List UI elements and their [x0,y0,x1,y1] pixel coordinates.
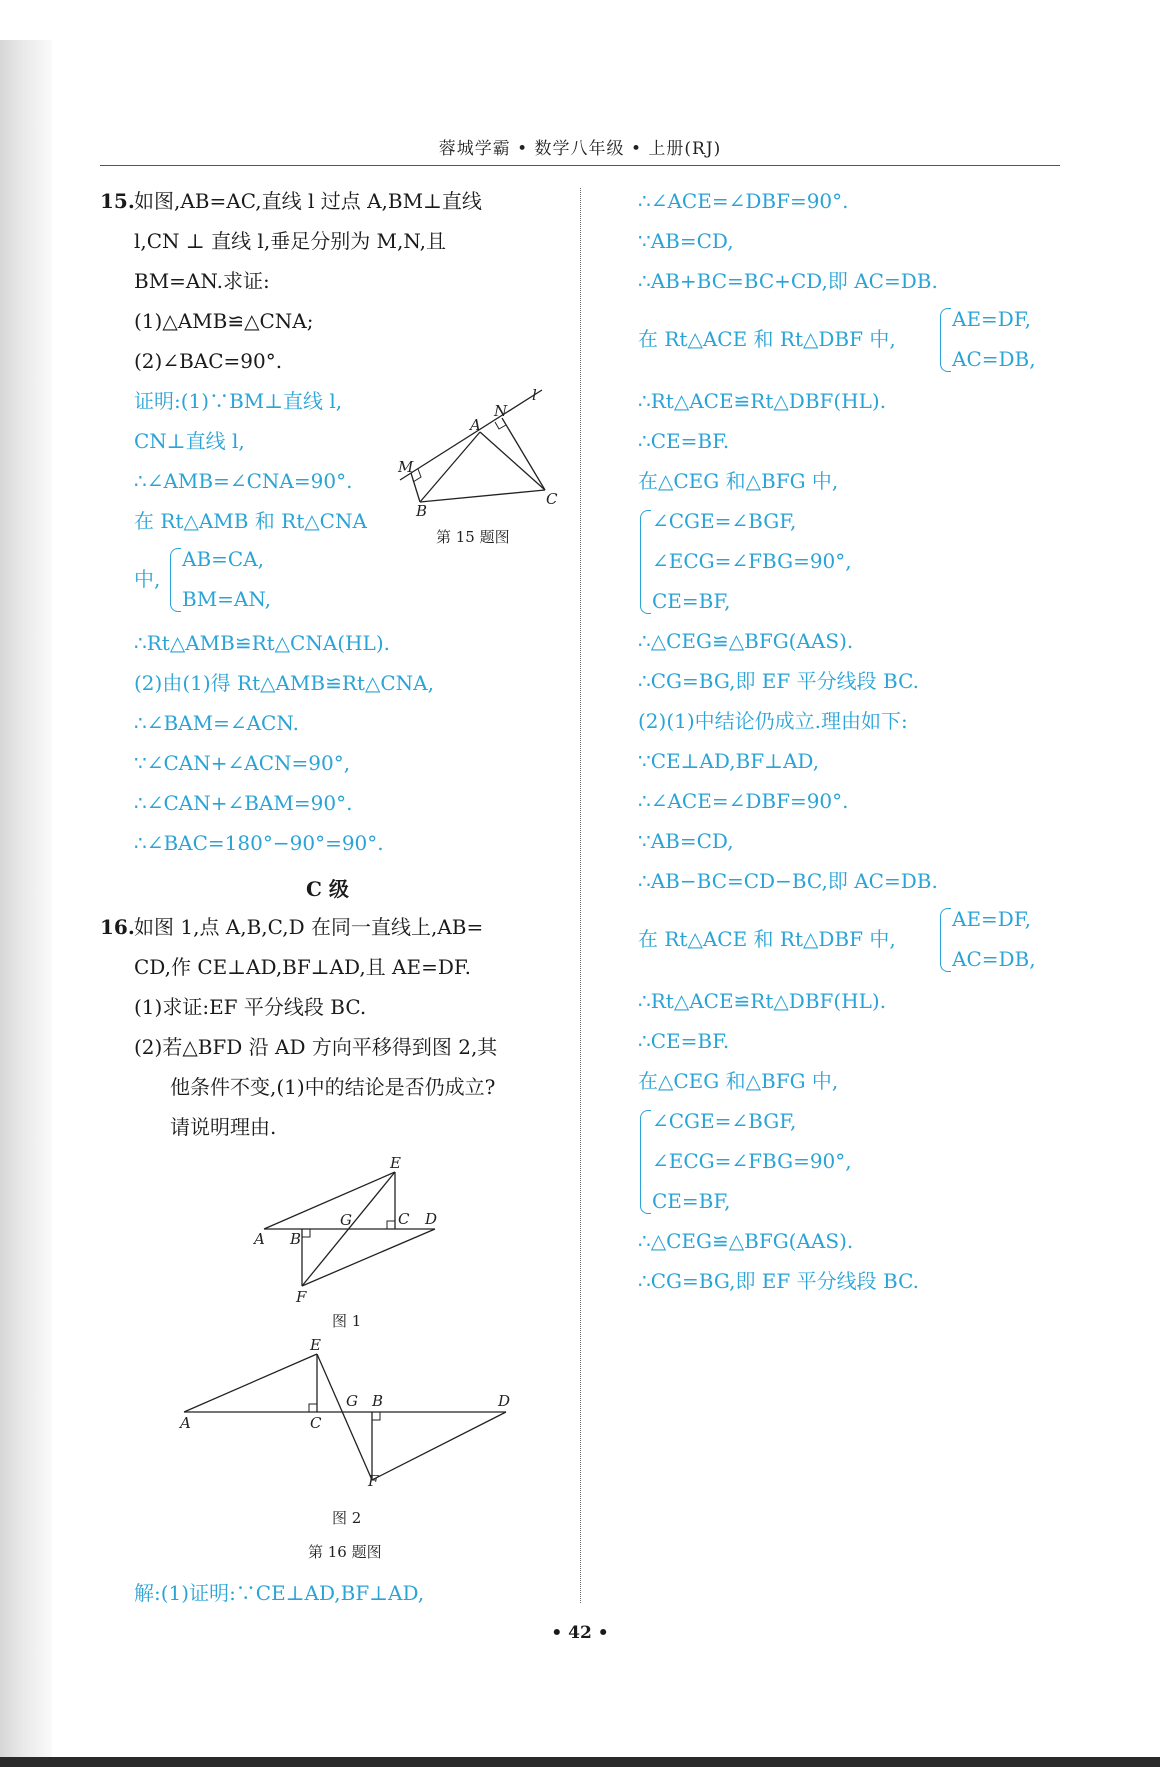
rt2-brace-line: AC=DB, [952,947,1036,971]
solution-line: ∴Rt△ACE≌Rt△DBF(HL). [638,389,887,413]
solution-line: ∴∠ACE=∠DBF=90°. [638,189,849,213]
fig16-1-label: C [398,1210,410,1228]
q15-solution-line: CN⊥直线 l, [134,429,245,453]
fig16-2-label: E [310,1336,321,1354]
fig15-label: M [398,458,414,476]
q16-figure-1 [250,1150,450,1310]
q15-solution2-line: (2)由(1)得 Rt△AMB≌Rt△CNA, [134,671,434,695]
q15-solution-line: ∴∠AMB=∠CNA=90°. [134,469,353,493]
bottom-bar [0,1757,1160,1767]
brace3a-line: CE=BF, [652,589,731,613]
solution-line: ∴AB+BC=BC+CD,即 AC=DB. [638,269,938,293]
fig15-label: C [546,490,558,508]
q16-line: 他条件不变,(1)中的结论是否仍成立? [170,1075,496,1099]
solution-line: ∴CG=BG,即 EF 平分线段 BC. [638,669,920,693]
q15-number: 15. [100,189,135,213]
q15-solution2-line: ∴∠BAC=180°−90°=90°. [134,831,384,855]
q15-brace-line: BM=AN, [182,587,271,611]
solution-line: ∴△CEG≌△BFG(AAS). [638,1229,854,1253]
q16-figure-2-caption: 图 2 [332,1509,362,1527]
q15-line: (1)△AMB≌△CNA; [134,309,314,333]
q16-line: CD,作 CE⊥AD,BF⊥AD,且 AE=DF. [134,955,471,979]
brace3a-line: ∠ECG=∠FBG=90°, [652,549,852,573]
q15-solution2-line: ∴Rt△AMB≌Rt△CNA(HL). [134,631,390,655]
rt1-brace-line: AC=DB, [952,347,1036,371]
q15-zhong: 中, [134,567,161,591]
brace3b-line: ∠CGE=∠BGF, [652,1109,797,1133]
q15-solution-line: 在 Rt△AMB 和 Rt△CNA [134,509,367,533]
fig16-1-label: B [290,1230,302,1248]
fig16-2-label: A [180,1414,191,1432]
brace3a-line: ∠CGE=∠BGF, [652,509,797,533]
fig16-1-label: A [254,1230,265,1248]
rt2-brace-line: AE=DF, [952,907,1031,931]
q15-solution2-line: ∴∠BAM=∠ACN. [134,711,299,735]
q16-number: 16. [100,915,135,939]
fig16-1-label: D [425,1210,438,1228]
q15-solution2-line: ∵∠CAN+∠ACN=90°, [134,751,351,775]
fig15-label: B [416,502,428,520]
header-rule [100,165,1060,166]
solution-line: ∴CE=BF. [638,1029,730,1053]
fig16-2-label: B [372,1392,384,1410]
solution-line: ∴AB−BC=CD−BC,即 AC=DB. [638,869,938,893]
fig16-1-label: G [340,1211,352,1229]
page-edge-shadow [0,0,52,1767]
q16-solution-start: 解:(1)证明:∵CE⊥AD,BF⊥AD, [134,1581,425,1605]
fig15-label: N [494,402,508,420]
rt1-brace-line: AE=DF, [952,307,1031,331]
solution-line: (2)(1)中结论仍成立.理由如下: [638,709,908,733]
q15-figure-caption: 第 15 题图 [436,528,510,546]
q15-figure [390,380,570,520]
level-heading: C 级 [306,877,349,901]
solution-line: ∴∠ACE=∠DBF=90°. [638,789,849,813]
q16-figure-caption: 第 16 题图 [308,1543,382,1561]
q16-figure-2 [170,1330,520,1490]
q16-line: 如图 1,点 A,B,C,D 在同一直线上,AB= [134,915,484,939]
solution-line: ∴Rt△ACE≌Rt△DBF(HL). [638,989,887,1013]
q15-solution-line: 证明:(1)∵BM⊥直线 l, [134,389,343,413]
page-header: 蓉城学霸 • 数学八年级 • 上册(RJ) [438,139,722,159]
solution-line: 在△CEG 和△BFG 中, [638,469,839,493]
solution-line: ∴CE=BF. [638,429,730,453]
solution-line: ∴CG=BG,即 EF 平分线段 BC. [638,1269,920,1293]
q16-line: (1)求证:EF 平分线段 BC. [134,995,367,1019]
solution-line: 在△CEG 和△BFG 中, [638,1069,839,1093]
fig16-2-label: C [310,1414,322,1432]
q15-solution2-line: ∴∠CAN+∠BAM=90°. [134,791,353,815]
q15-brace-line: AB=CA, [182,547,265,571]
rt-prefix: 在 Rt△ACE 和 Rt△DBF 中, [638,327,896,351]
column-divider [580,188,581,1603]
fig16-1-label: F [296,1288,307,1306]
solution-line: ∵AB=CD, [638,229,734,253]
brace3b-line: ∠ECG=∠FBG=90°, [652,1149,852,1173]
fig16-2-label: D [498,1392,511,1410]
fig15-label: l [532,386,537,404]
solution-line: ∴△CEG≌△BFG(AAS). [638,629,854,653]
brace3b-line: CE=BF, [652,1189,731,1213]
q16-line: 请说明理由. [170,1115,277,1139]
fig16-1-label: E [390,1154,401,1172]
fig15-label: A [470,416,481,434]
rt-prefix: 在 Rt△ACE 和 Rt△DBF 中, [638,927,896,951]
q16-line: (2)若△BFD 沿 AD 方向平移得到图 2,其 [134,1035,498,1059]
page-number: • 42 • [551,1623,609,1643]
q15-line: l,CN ⊥ 直线 l,垂足分别为 M,N,且 [134,229,446,253]
fig16-2-label: G [346,1392,358,1410]
q16-figure-1-caption: 图 1 [332,1312,362,1330]
solution-line: ∵AB=CD, [638,829,734,853]
q15-line: (2)∠BAC=90°. [134,349,283,373]
fig16-2-label: F [368,1472,379,1490]
solution-line: ∵CE⊥AD,BF⊥AD, [638,749,820,773]
q15-line: BM=AN.求证: [134,269,270,293]
q15-line: 如图,AB=AC,直线 l 过点 A,BM⊥直线 [134,189,482,213]
